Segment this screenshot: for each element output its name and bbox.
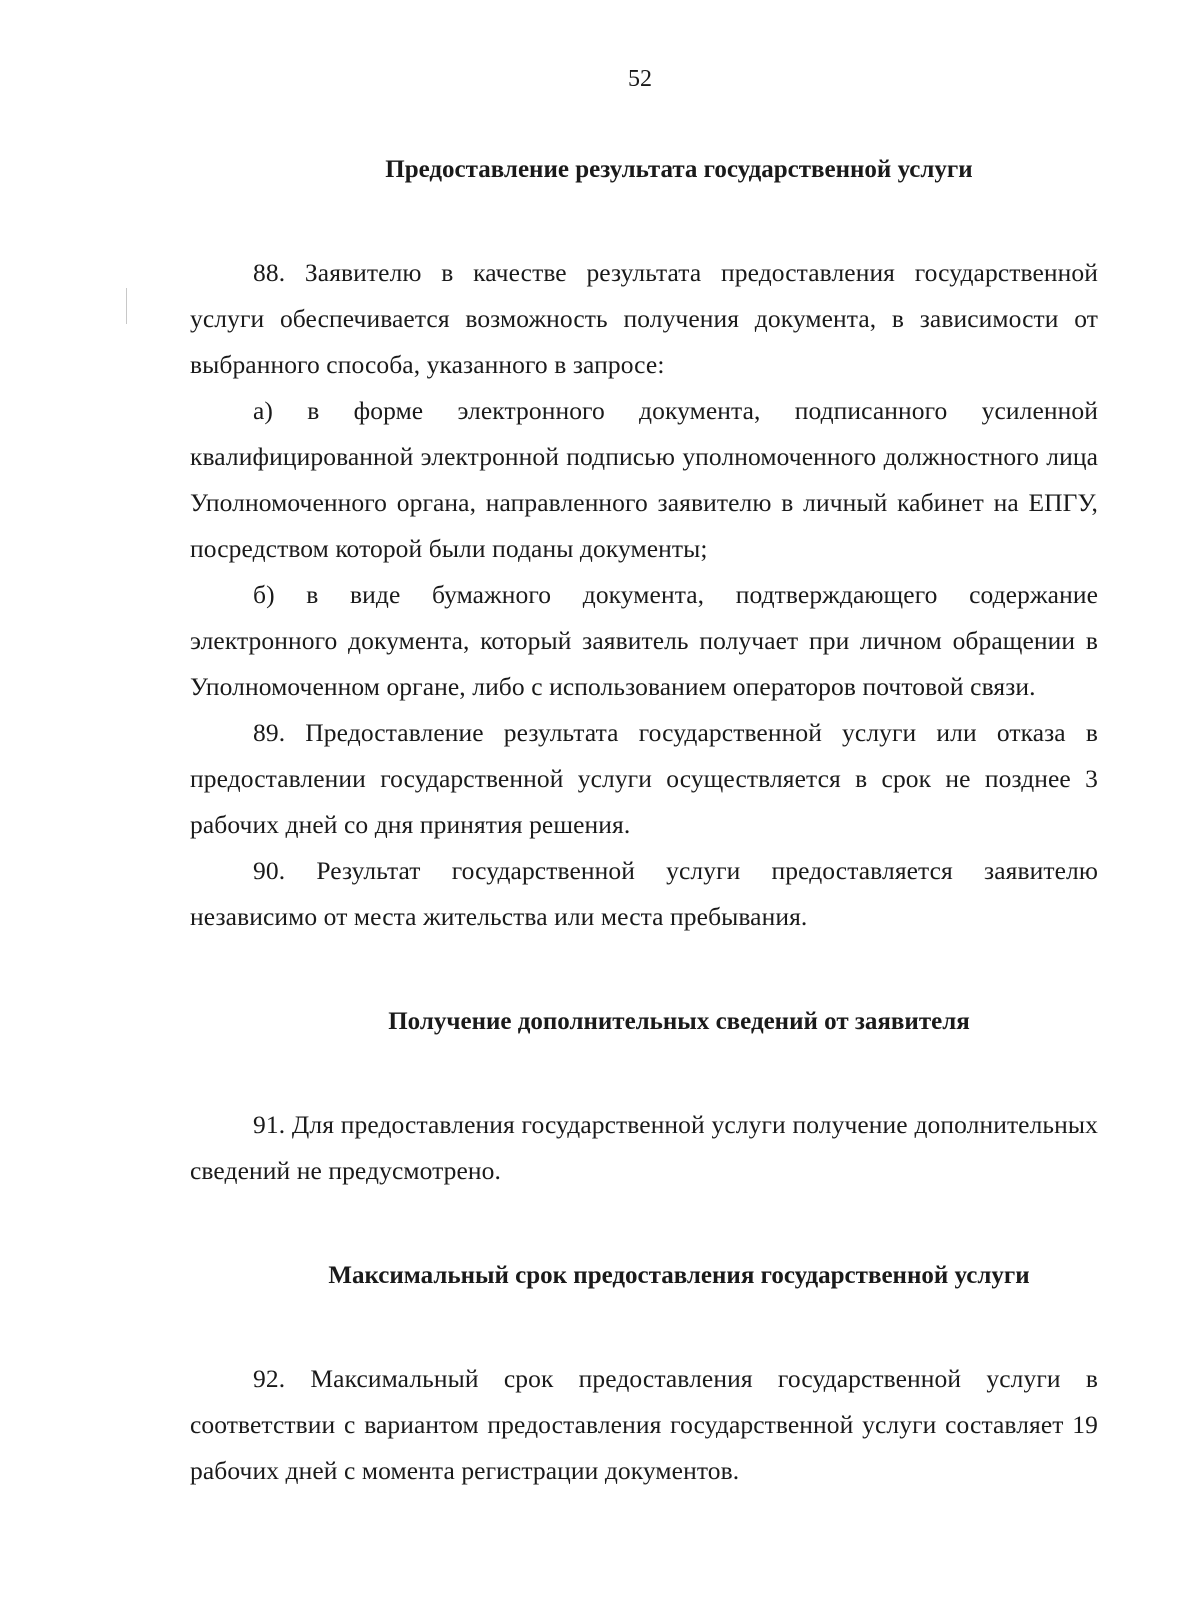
paragraph-88-a: а) в форме электронного документа, подписанного усиленной квалифицированной электронной подписью уполномоченного должностного лица Уполномоченного органа, направленного заявителю в личный кабинет на ЕПГУ, посредством которой были поданы документы; bbox=[190, 396, 1098, 563]
section-heading-result: Предоставление результата государственной услуги bbox=[385, 156, 973, 183]
margin-mark bbox=[126, 288, 127, 324]
page-content bbox=[190, 150, 1098, 1494]
paragraph-92: 92. Максимальный срок предоставления государственной услуги в соответствии с вариантом предоставления государственной услуги составляет 19 рабочих дней с момента регистрации документов. bbox=[190, 1364, 1098, 1485]
paragraph-90: 90. Результат государственной услуги предоставляется заявителю независимо от места жительства или места пребывания. bbox=[190, 856, 1098, 931]
paragraph-89: 89. Предоставление результата государственной услуги или отказа в предоставлении государственной услуги осуществляется в срок не позднее 3 рабочих дней со дня принятия решения. bbox=[190, 718, 1098, 839]
paragraph-88: 88. Заявителю в качестве результата предоставления государственной услуги обеспечивается возможность получения документа, в зависимости от выбранного способа, указанного в запросе: bbox=[190, 258, 1098, 379]
paragraph-88-b: б) в виде бумажного документа, подтверждающего содержание электронного документа, который заявитель получает при личном обращении в Уполномоченном органе, либо с использованием операторов почтовой связи. bbox=[190, 580, 1098, 701]
section-heading-additional-info: Получение дополнительных сведений от заявителя bbox=[388, 1008, 970, 1035]
section-heading-max-term: Максимальный срок предоставления государственной услуги bbox=[328, 1262, 1030, 1289]
page-number: 52 bbox=[628, 66, 652, 92]
paragraph-91: 91. Для предоставления государственной услуги получение дополнительных сведений не предусмотрено. bbox=[190, 1110, 1098, 1185]
